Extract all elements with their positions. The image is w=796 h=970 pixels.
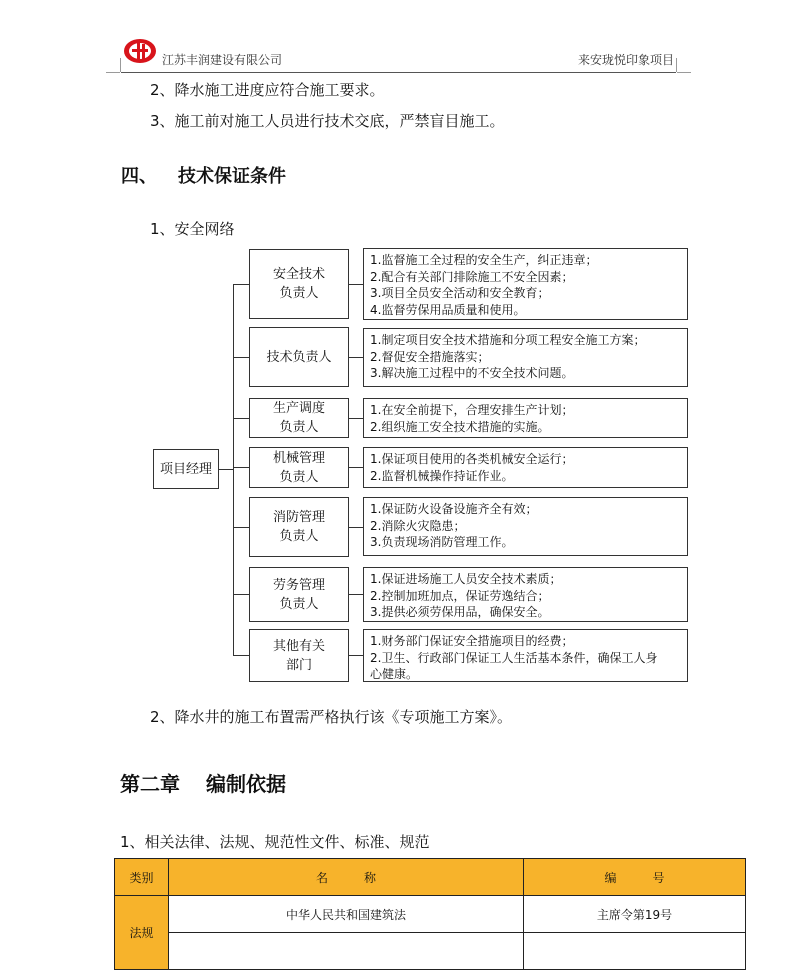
- duty-line: 1.保证防火设备设施齐全有效；: [370, 502, 538, 516]
- duty-line: 1.在安全前提下，合理安排生产计划；: [370, 403, 574, 417]
- connector-line: [349, 594, 363, 595]
- duty-box-machinery: [363, 447, 688, 488]
- role-name-line: 生产调度: [272, 401, 325, 416]
- role-name-line: 劳务管理: [272, 577, 325, 593]
- header-divider: [121, 72, 676, 73]
- role-box-safety-tech: [249, 249, 349, 319]
- category-cell: 法规: [115, 896, 169, 970]
- duty-line: 1.监督施工全过程的安全生产，纠正违章；: [370, 253, 598, 267]
- role-box-other: [249, 629, 349, 682]
- connector-line: [233, 655, 249, 656]
- role-box-technical: [249, 327, 349, 387]
- role-name-line: 安全技术: [272, 267, 325, 282]
- duty-box-labor: [363, 567, 688, 622]
- duty-line: 3.提供必须劳保用品，确保安全。: [370, 605, 550, 619]
- table-row: [115, 933, 746, 970]
- company-logo-icon: [122, 37, 158, 65]
- table-row: [115, 896, 746, 933]
- code-cell: [524, 933, 746, 970]
- connector-line: [233, 418, 249, 419]
- role-box-fire: [249, 497, 349, 557]
- section-title: 技术保证条件: [178, 166, 286, 187]
- safety-network-label: 1、安全网络: [150, 220, 235, 238]
- connector-line: [349, 284, 363, 285]
- role-name-line: 负责人: [279, 469, 319, 485]
- name-cell: 中华人民共和国建筑法: [169, 896, 524, 933]
- duty-line: 4.监督劳保用品质量和使用。: [370, 302, 526, 317]
- section-number: 四、: [121, 166, 157, 187]
- duty-line: 2.组织施工安全技术措施的实施。: [370, 419, 550, 434]
- connector-line: [233, 284, 249, 285]
- connector-line: [349, 467, 363, 468]
- root-box-project-manager: [153, 449, 219, 489]
- duty-line: 1.制定项目安全技术措施和分项工程安全施工方案；: [370, 333, 646, 347]
- dewatering-note: 2、降水井的施工布置需严格执行该《专项施工方案》。: [150, 708, 513, 726]
- duty-line: 1.财务部门保证安全措施项目的经费；: [370, 634, 574, 648]
- duty-box-other: [363, 629, 688, 682]
- role-name-line: 机械管理: [272, 450, 325, 466]
- connector-line: [233, 594, 249, 595]
- reference-table: [114, 858, 746, 970]
- company-name: 江苏丰润建设有限公司: [162, 53, 283, 67]
- duty-line: 1.保证进场施工人员安全技术素质；: [370, 572, 562, 586]
- duty-line: 2.卫生、行政部门保证工人生活基本条件，确保工人身: [370, 650, 658, 665]
- connector-trunk: [233, 284, 234, 655]
- duty-line: 2.消除火灾隐患；: [370, 518, 466, 533]
- connector-line: [233, 467, 249, 468]
- role-name-line: 技术负责人: [266, 349, 332, 365]
- duty-box-safety-tech: [363, 248, 688, 320]
- name-cell: [169, 933, 524, 970]
- crop-mark: [677, 72, 691, 73]
- crop-mark: [120, 58, 121, 72]
- duty-line: 2.配合有关部门排除施工不安全因素；: [370, 269, 574, 284]
- crop-mark: [676, 58, 677, 72]
- column-header-code: 编 号: [524, 859, 746, 896]
- chapter-number: 第二章: [120, 772, 180, 796]
- role-name-line: 部门: [285, 657, 312, 673]
- role-box-labor: [249, 567, 349, 622]
- role-name-line: 负责人: [279, 529, 319, 544]
- duty-line: 1.保证项目使用的各类机械安全运行；: [370, 452, 574, 466]
- column-header-name: 名 称: [169, 859, 524, 896]
- duty-line: 3.解决施工过程中的不安全技术问题。: [370, 366, 574, 380]
- role-name-line: 其他有关: [272, 638, 325, 654]
- duty-line: 3.负责现场消防管理工作。: [370, 535, 514, 549]
- duty-box-fire: [363, 497, 688, 556]
- duty-line: 2.督促安全措施落实；: [370, 349, 490, 364]
- column-header-category: 类别: [115, 859, 169, 896]
- connector-line: [349, 527, 363, 528]
- connector-line: [219, 469, 234, 470]
- duty-box-production: [363, 398, 688, 438]
- connector-line: [349, 357, 363, 358]
- role-name-line: 负责人: [279, 420, 319, 435]
- duty-line: 2.控制加班加点，保证劳逸结合；: [370, 588, 550, 603]
- role-name-line: 负责人: [279, 286, 319, 301]
- project-name: 来安珑悦印象项目: [577, 53, 674, 67]
- role-box-machinery: [249, 447, 349, 488]
- role-name-line: 负责人: [279, 596, 319, 612]
- duty-box-technical: [363, 328, 688, 387]
- connector-line: [349, 418, 363, 419]
- duty-line: 心健康。: [370, 667, 419, 681]
- connector-line: [233, 527, 249, 528]
- duty-line: 2.监督机械操作持证作业。: [370, 468, 514, 483]
- table-header-row: [115, 859, 746, 896]
- connector-line: [233, 357, 249, 358]
- crop-mark: [106, 72, 120, 73]
- connector-line: [349, 655, 363, 656]
- duty-line: 3.项目全员安全活动和安全教育；: [370, 286, 550, 300]
- paragraph-dewatering-progress: 2、降水施工进度应符合施工要求。: [150, 81, 385, 99]
- root-label: 项目经理: [159, 461, 212, 477]
- chapter-title: 编制依据: [206, 772, 286, 796]
- code-cell: 主席令第19号: [524, 896, 746, 933]
- role-name-line: 消防管理: [272, 510, 325, 525]
- paragraph-technical-briefing: 3、施工前对施工人员进行技术交底，严禁盲目施工。: [150, 112, 505, 130]
- laws-label: 1、相关法律、法规、规范性文件、标准、规范: [120, 833, 430, 851]
- role-box-production: [249, 398, 349, 438]
